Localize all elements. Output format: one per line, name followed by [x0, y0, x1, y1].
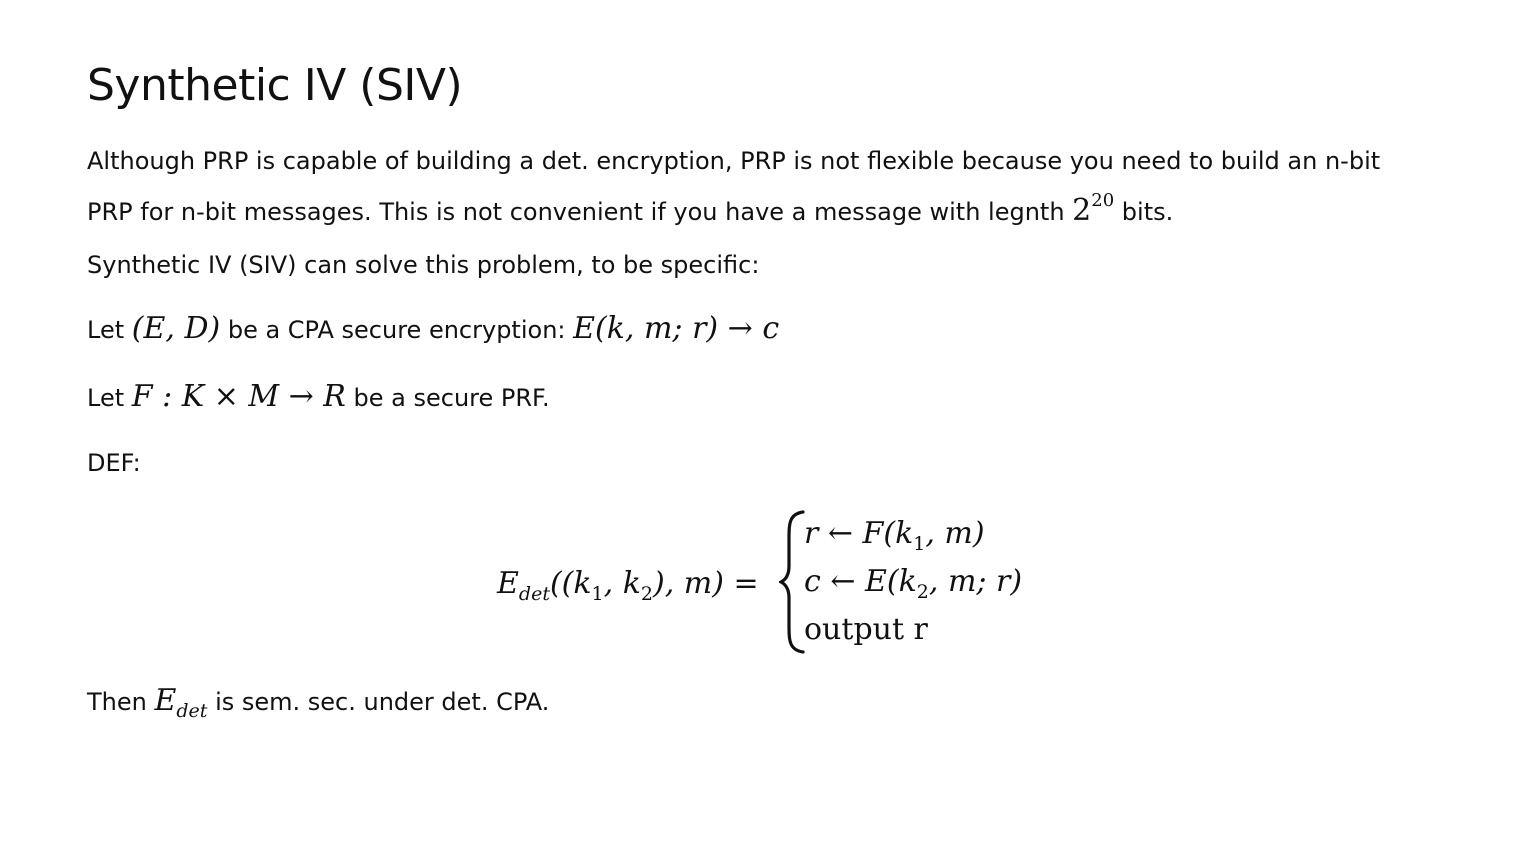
case1-a: r ← F(k	[804, 516, 914, 551]
lhs-k1-subscript: 1	[591, 583, 604, 605]
math-power	[1072, 190, 1115, 228]
math-base: 2	[1072, 193, 1092, 228]
case-line-1	[804, 510, 1022, 558]
paragraph-middle: be a CPA secure encryption:	[220, 316, 574, 344]
paragraph-tail: bits.	[1114, 198, 1174, 226]
math-encrypt: E(k, m; r) → c	[573, 311, 780, 346]
math-e: E	[154, 683, 177, 718]
case1-b: , m)	[925, 516, 985, 551]
case-line-2	[804, 558, 1022, 606]
paragraph-prefix: Let	[87, 316, 132, 344]
paragraph-suffix: is sem. sec. under det. CPA.	[207, 688, 550, 716]
paragraph-def: DEF:	[87, 449, 141, 477]
case2-subscript: 2	[916, 581, 929, 603]
paragraph-conclusion	[87, 681, 1427, 731]
math-det-subscript: det	[176, 700, 208, 722]
case2-a: c ← E(k	[804, 564, 917, 599]
lhs-args-close: ), m) =	[653, 566, 759, 601]
math-edet	[154, 683, 208, 722]
left-brace-icon	[779, 510, 805, 654]
paragraph-prp-flexibility	[87, 142, 1427, 232]
case1-subscript: 1	[913, 533, 926, 555]
lhs-subscript: det	[518, 583, 550, 605]
equation-lhs	[497, 566, 759, 605]
math-scheme: (E, D)	[131, 311, 221, 346]
lhs-mid: , k	[603, 566, 641, 601]
paragraph-cpa-encryption	[87, 309, 1427, 350]
display-equation	[497, 510, 1057, 655]
paragraph-siv-intro: Synthetic IV (SIV) can solve this problem, to be specific:	[87, 251, 760, 279]
math-prf: F : K × M → R	[131, 379, 346, 414]
lhs-k2-subscript: 2	[640, 583, 653, 605]
paragraph-text: Although PRP is capable of building a det. encryption, PRP is not flexible because you need to build an n-bit PRP for n-bit messages. This is not convenient if you have a message with legnth	[87, 147, 1381, 226]
case-line-3: output r	[804, 612, 928, 647]
case2-b: , m; r)	[928, 564, 1023, 599]
math-exponent: 20	[1091, 190, 1115, 211]
paragraph-prefix: Then	[87, 688, 155, 716]
lhs-args-open: ((k	[549, 566, 592, 601]
paragraph-prf	[87, 377, 1427, 418]
slide-title: Synthetic IV (SIV)	[87, 60, 463, 111]
equation-cases	[804, 510, 1022, 654]
paragraph-suffix: be a secure PRF.	[345, 384, 550, 412]
paragraph-prefix: Let	[87, 384, 132, 412]
lhs-e: E	[497, 566, 519, 601]
